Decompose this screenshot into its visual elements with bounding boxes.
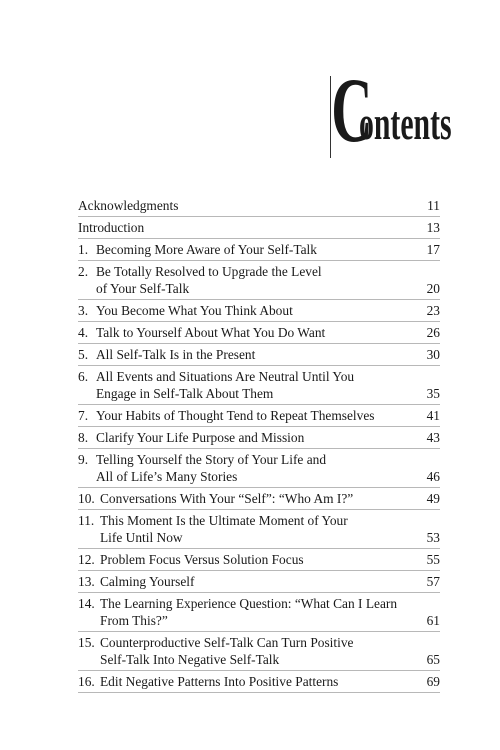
toc-entry [78, 511, 440, 549]
chapter-title: The Learning Experience Question: “What Can I Learn From This?” [100, 596, 398, 628]
chapter-title: Your Habits of Thought Tend to Repeat Themselves [96, 408, 375, 423]
page-number: 11 [427, 198, 440, 213]
page-number: 26 [426, 325, 440, 340]
toc-entry [78, 196, 440, 217]
toc-entry [78, 594, 440, 632]
toc-entry [78, 301, 440, 322]
chapter-title: Talk to Yourself About What You Do Want [96, 325, 326, 340]
toc-entry-left [78, 407, 414, 424]
chapter-title: Problem Focus Versus Solution Focus [100, 552, 304, 567]
chapter-number: 6. [78, 369, 89, 384]
table-of-contents [78, 196, 440, 694]
toc-entry-left [78, 219, 414, 236]
chapter-title: Telling Yourself the Story of Your Life and All of Life’s Many Stories [96, 452, 327, 484]
chapter-number: 1. [78, 242, 89, 257]
title-initial: C [331, 59, 373, 161]
page-number: 49 [426, 491, 440, 506]
toc-entry [78, 323, 440, 344]
chapter-number: 8. [78, 430, 89, 445]
chapter-title: Be Totally Resolved to Upgrade the Level of Your Self-Talk [96, 264, 322, 296]
toc-entry-left [78, 573, 414, 590]
chapter-number: 4. [78, 325, 89, 340]
toc-entry [78, 672, 440, 693]
chapter-title: Clarify Your Life Purpose and Mission [96, 430, 305, 445]
toc-entry-left [78, 429, 414, 446]
toc-entry-left [78, 551, 414, 568]
chapter-number: 2. [78, 264, 89, 279]
toc-entry-left [78, 302, 414, 319]
toc-entry-left [78, 368, 414, 402]
chapter-number: 13. [78, 574, 95, 589]
chapter-number: 15. [78, 635, 95, 650]
toc-entry [78, 240, 440, 261]
toc-entry [78, 367, 440, 405]
chapter-title: Calming Yourself [100, 574, 195, 589]
chapter-title: Acknowledgments [78, 198, 179, 213]
chapter-title: Counterproductive Self-Talk Can Turn Positive Self-Talk Into Negative Self-Talk [100, 635, 354, 667]
page-number: 57 [426, 574, 440, 589]
chapter-title: Becoming More Aware of Your Self-Talk [96, 242, 317, 257]
toc-entry [78, 489, 440, 510]
toc-entry-left [78, 595, 414, 629]
toc-entry-left [78, 263, 414, 297]
toc-entry [78, 262, 440, 300]
chapter-number: 10. [78, 491, 95, 506]
page-number: 53 [426, 530, 440, 545]
page-number: 61 [426, 613, 440, 628]
chapter-number: 9. [78, 452, 89, 467]
page-title [306, 59, 452, 161]
chapter-number: 3. [78, 303, 89, 318]
chapter-number: 14. [78, 596, 95, 611]
chapter-number: 11. [78, 513, 95, 528]
page-number: 69 [426, 674, 440, 689]
chapter-title: Conversations With Your “Self”: “Who Am I?” [100, 491, 354, 506]
toc-entry-left [78, 241, 414, 258]
toc-entry [78, 345, 440, 366]
toc-entry-left [78, 346, 414, 363]
toc-entry-left [78, 634, 414, 668]
page-number: 23 [426, 303, 440, 318]
chapter-title: Edit Negative Patterns Into Positive Patterns [100, 674, 339, 689]
toc-entry [78, 450, 440, 488]
toc-entry [78, 406, 440, 427]
toc-entry [78, 572, 440, 593]
page-number: 13 [426, 220, 440, 235]
chapter-number: 5. [78, 347, 89, 362]
chapter-number: 12. [78, 552, 95, 567]
chapter-title: All Self-Talk Is in the Present [96, 347, 256, 362]
chapter-title: All Events and Situations Are Neutral Until You Engage in Self-Talk About Them [96, 369, 355, 401]
page-number: 46 [426, 469, 440, 484]
toc-entry-left [78, 324, 414, 341]
toc-entry-left [78, 490, 414, 507]
page-number: 20 [426, 281, 440, 296]
toc-entry-left [78, 673, 414, 690]
page-number: 35 [426, 386, 440, 401]
chapter-title: This Moment Is the Ultimate Moment of Your Life Until Now [100, 513, 348, 545]
page-number: 17 [426, 242, 440, 257]
page-number: 55 [426, 552, 440, 567]
toc-entry-left [78, 451, 414, 485]
page-number: 41 [426, 408, 440, 423]
chapter-title: Introduction [78, 220, 145, 235]
page-number: 65 [426, 652, 440, 667]
toc-entry [78, 428, 440, 449]
chapter-title: You Become What You Think About [96, 303, 293, 318]
page-number: 43 [426, 430, 440, 445]
chapter-number: 16. [78, 674, 95, 689]
toc-entry [78, 218, 440, 239]
toc-entry [78, 550, 440, 571]
page-number: 30 [426, 347, 440, 362]
toc-entry-left [78, 197, 414, 214]
toc-entry-left [78, 512, 414, 546]
chapter-number: 7. [78, 408, 89, 423]
title-rest: ontents [358, 97, 452, 150]
toc-entry [78, 633, 440, 671]
